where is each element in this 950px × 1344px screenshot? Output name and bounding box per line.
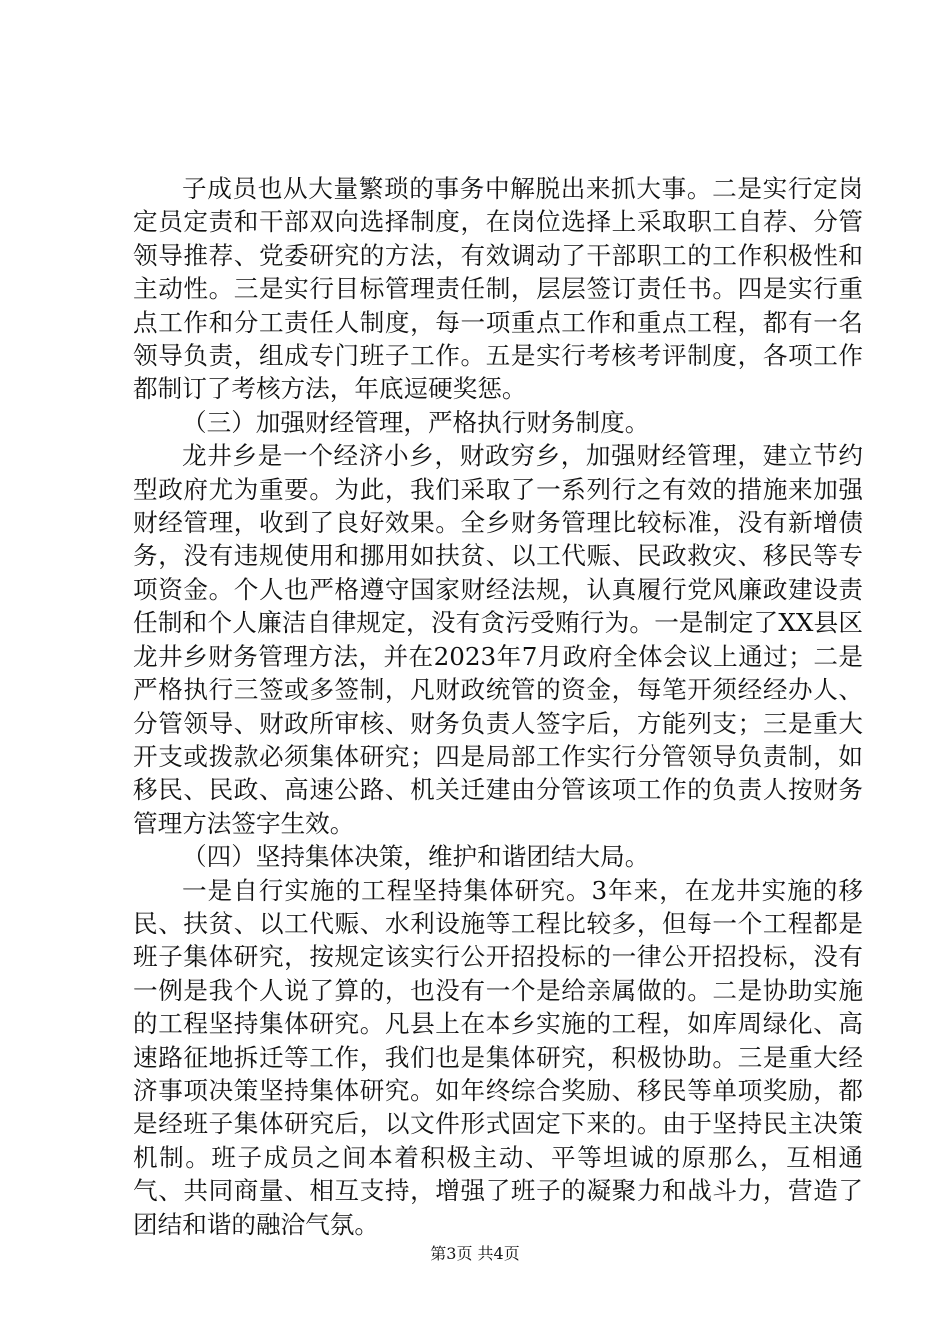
paragraph-leadership-system: 子成员也从大量繁琐的事务中解脱出来抓大事。二是实行定岗定员定责和干部双向选择制度，在岗位选择上采取职工自荐、分管领导推荐、党委研究的方法，有效调动了干部职工的工作积极性和主动性。三是实行目标管理责任制，层层签订责任书。四是实行重点工作和分工责任人制度，每一项重点工作和重点工程，都有一名领导负责，组成专门班子工作。五是实行考核考评制度，各项工作都制订了考核方法，年底逗硬奖惩。 bbox=[133, 174, 863, 404]
page-footer: 第3页 共4页 bbox=[430, 1244, 520, 1263]
paragraph-collective-decision: 一是自行实施的工程坚持集体研究。3年来，在龙井实施的移民、扶贫、以工代赈、水利设施等工程比较多，但每一个工程都是班子集体研究，按规定该实行公开招投标的一律公开招投标，没有一例是我个人说了算的，也没有一个是给亲属做的。二是协助实施的工程坚持集体研究。凡县上在本乡实施的工程，如库周绿化、高速路征地拆迁等工作，我们也是集体研究，积极协助。三是重大经济事项决策坚持集体研究。如年终综合奖励、移民等单项奖励，都是经班子集体研究后，以文件形式固定下来的。由于坚持民主决策机制。班子成员之间本着积极主动、平等坦诚的原那么，互相通气、共同商量、相互支持，增强了班子的凝聚力和战斗力，营造了团结和谐的融洽气氛。 bbox=[133, 875, 863, 1239]
heading-finance-management: （三）加强财经管理，严格执行财务制度。 bbox=[182, 407, 650, 437]
paragraph-finance-management: 龙井乡是一个经济小乡，财政穷乡，加强财经管理，建立节约型政府尤为重要。为此，我们采取了一系列行之有效的措施来加强财经管理，收到了良好效果。全乡财务管理比较标准，没有新增债务，没有违规使用和挪用如扶贫、以工代赈、民政救灾、移民等专项资金。个人也严格遵守国家财经法规，认真履行党风廉政建设责任制和个人廉洁自律规定，没有贪污受贿行为。一是制定了XX县区龙井乡财务管理方法，并在2023年7月政府全体会议上通过；二是严格执行三签或多签制，凡财政统管的资金，每笔开须经经办人、分管领导、财政所审核、财务负责人签字后，方能列支；三是重大开支或拨款必须集体研究；四是局部工作实行分管领导负责制，如移民、民政、高速公路、机关迁建由分管该项工作的负责人按财务管理方法签字生效。 bbox=[133, 441, 863, 838]
document-body bbox=[133, 172, 863, 1241]
heading-collective-decision: （四）坚持集体决策，维护和谐团结大局。 bbox=[182, 842, 650, 872]
